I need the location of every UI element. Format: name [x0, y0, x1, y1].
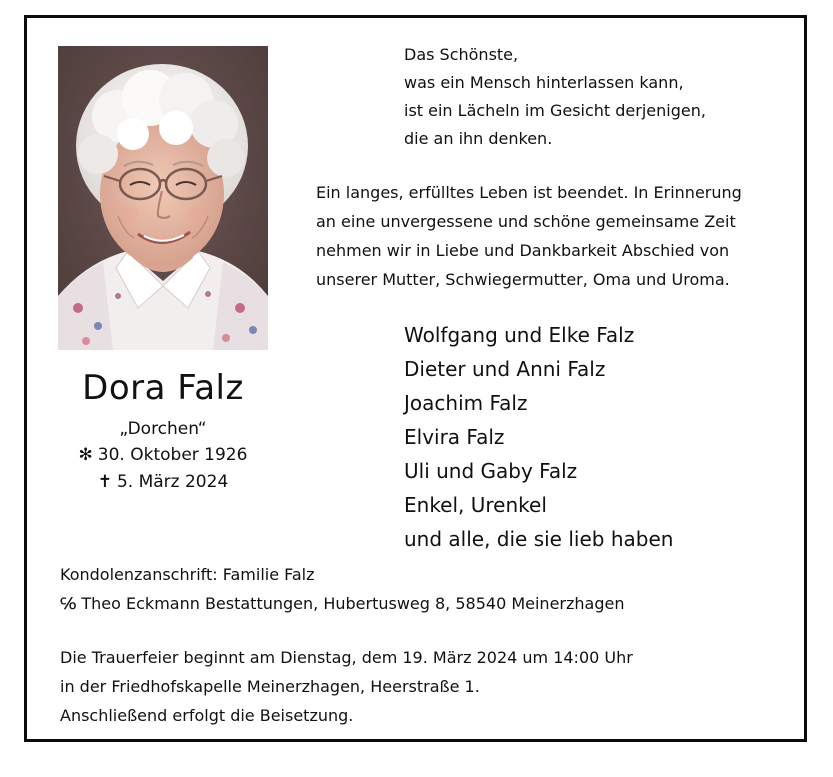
funeral-line: Anschließend erfolgt die Beisetzung. [60, 706, 354, 725]
message-line: unserer Mutter, Schwiegermutter, Oma und Uroma. [316, 270, 730, 289]
funeral-line: Die Trauerfeier beginnt am Dienstag, dem 19. März 2024 um 14:00 Uhr [60, 648, 633, 667]
portrait-illustration [58, 46, 268, 350]
mourner-entry: und alle, die sie lieb haben [404, 527, 674, 551]
mourners-list [404, 318, 673, 556]
deceased-name: Dora Falz [82, 368, 244, 408]
condolence-address [60, 560, 624, 618]
condolence-line: Kondolenzanschrift: Familie Falz [60, 565, 315, 584]
mourner-entry: Enkel, Urenkel [404, 493, 547, 517]
death-cross-icon: ✝ [97, 472, 112, 492]
birth-date-line [58, 443, 268, 467]
mourner-entry: Joachim Falz [404, 391, 528, 415]
death-date-line [58, 470, 268, 494]
death-date: 5. März 2024 [116, 472, 229, 492]
funeral-line: in der Friedhofskapelle Meinerzhagen, Heerstraße 1. [60, 677, 480, 696]
mourner-entry: Dieter und Anni Falz [404, 357, 606, 381]
poem-line: was ein Mensch hinterlassen kann, [404, 73, 684, 92]
deceased-nickname: „Dorchen“ [119, 419, 207, 439]
mourner-entry: Uli und Gaby Falz [404, 459, 578, 483]
poem-line: die an ihn denken. [404, 129, 553, 148]
birth-star-icon: ✻ [78, 445, 93, 465]
portrait-photo [58, 46, 268, 350]
farewell-message [316, 178, 742, 294]
message-line: an eine unvergessene und schöne gemeinsame Zeit [316, 212, 736, 231]
poem [404, 41, 706, 153]
mourner-entry: Elvira Falz [404, 425, 505, 449]
birth-date: 30. Oktober 1926 [97, 445, 248, 465]
message-line: nehmen wir in Liebe und Dankbarkeit Abschied von [316, 241, 730, 260]
funeral-info [60, 643, 633, 730]
poem-line: Das Schönste, [404, 45, 519, 64]
message-line: Ein langes, erfülltes Leben ist beendet. In Erinnerung [316, 183, 742, 202]
mourner-entry: Wolfgang und Elke Falz [404, 323, 635, 347]
condolence-line: ℅ Theo Eckmann Bestattungen, Hubertusweg 8, 58540 Meinerzhagen [60, 594, 625, 613]
poem-line: ist ein Lächeln im Gesicht derjenigen, [404, 101, 706, 120]
